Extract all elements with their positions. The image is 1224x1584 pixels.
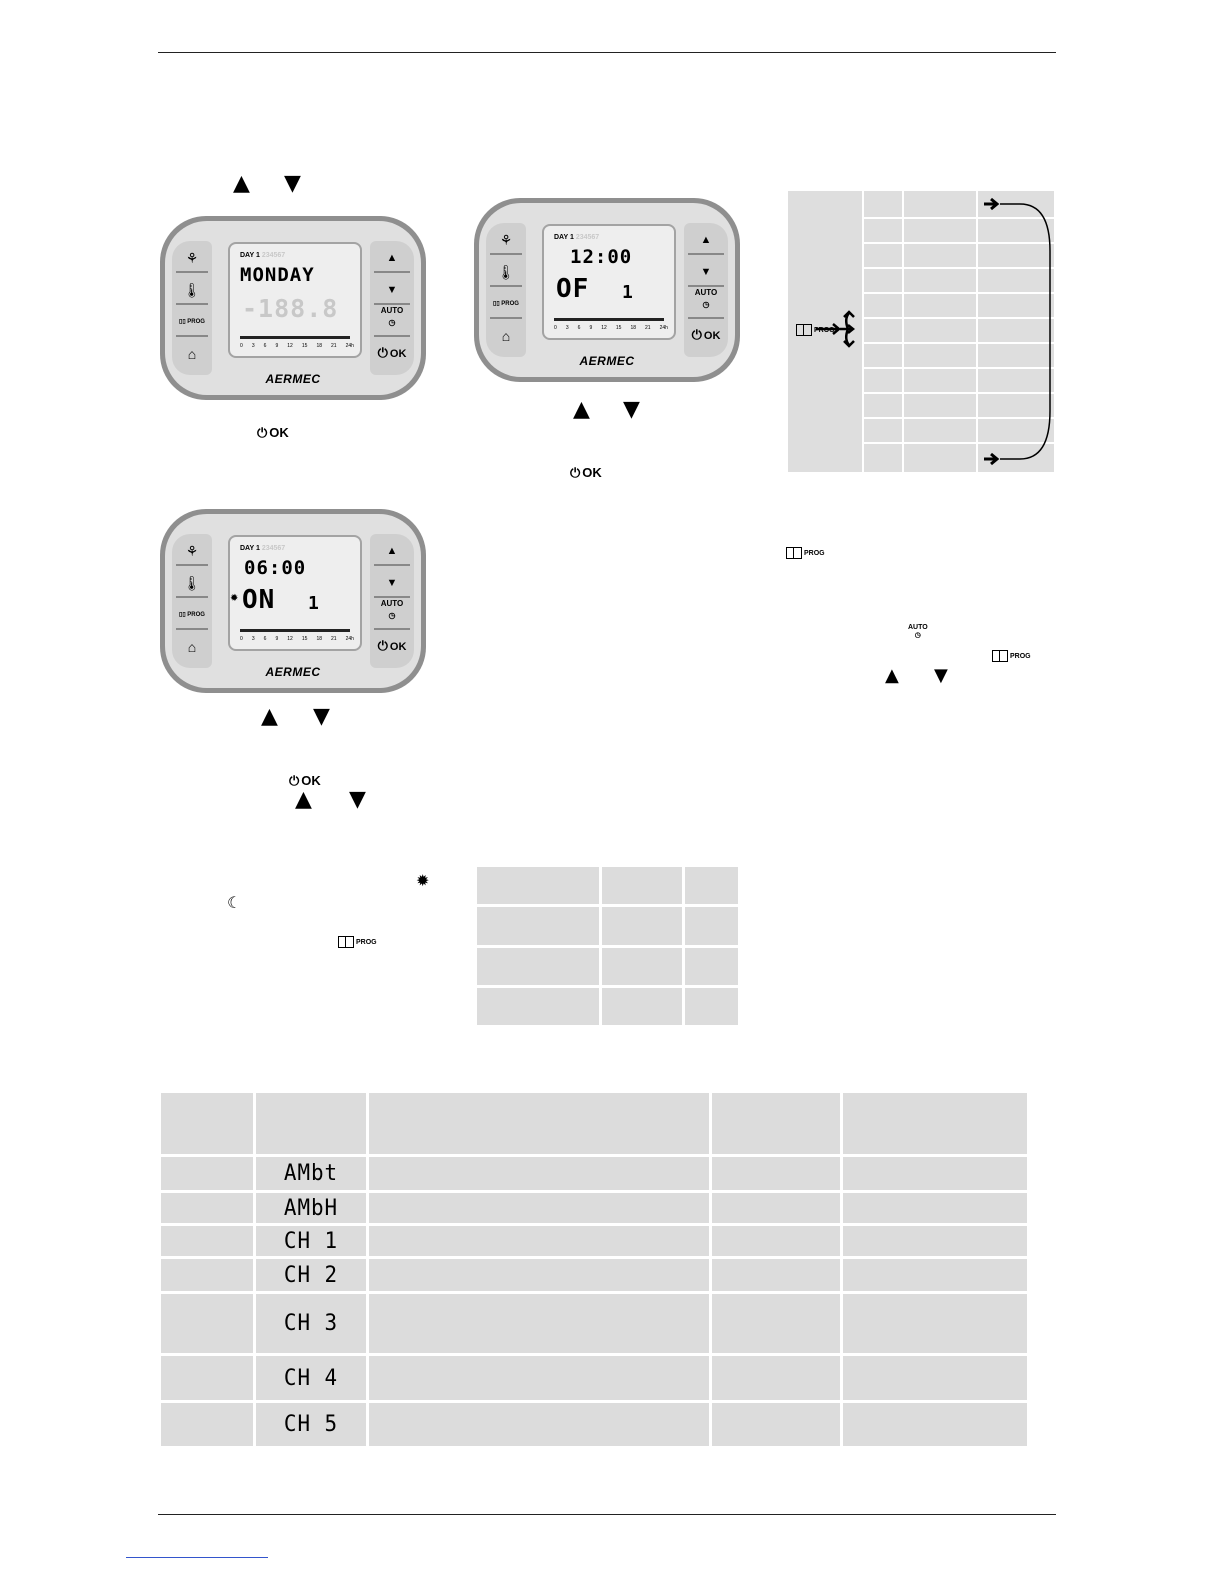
lcd-time: 06:00 xyxy=(244,557,307,579)
prog-icon: PROG xyxy=(992,650,1031,662)
down-button[interactable]: ▼ xyxy=(688,259,724,287)
auto-button[interactable]: AUTO ◷ xyxy=(374,305,410,337)
fan-icon: ⚘ xyxy=(185,543,199,559)
thermometer-icon: 🌡 xyxy=(183,282,201,298)
lcd-time: 12:00 xyxy=(570,246,633,268)
program-sequence-table xyxy=(788,191,1054,472)
header-rule xyxy=(158,52,1056,53)
thermometer-icon: 🌡 xyxy=(183,575,201,591)
brand-logo: AERMEC xyxy=(579,354,635,368)
day-indicator: DAY 1 234567 xyxy=(554,234,600,241)
footer-rule xyxy=(158,1514,1056,1515)
prog-button[interactable]: ▯▯ PROG xyxy=(490,291,522,319)
lcd-line-1: MONDAY xyxy=(240,264,315,286)
power-icon: ⏻ xyxy=(377,346,388,361)
temperature-button[interactable] xyxy=(176,277,208,305)
sun-icon: ✹ xyxy=(416,871,430,890)
clock-icon: ◷ xyxy=(388,318,396,327)
home-away-button[interactable] xyxy=(176,341,208,367)
fan-icon: ⚘ xyxy=(185,250,199,266)
prog-icon: PROG xyxy=(796,324,835,336)
auto-button[interactable]: AUTO ◷ xyxy=(688,287,724,319)
power-icon: ⏻ xyxy=(691,328,702,343)
thermostat-panel-2 xyxy=(474,198,740,382)
house-icon: ⌂ xyxy=(187,346,197,362)
lcd-screen xyxy=(542,224,676,340)
day-indicator: DAY 1 234567 xyxy=(240,252,286,259)
down-arrow-icon: ▼ xyxy=(623,397,640,422)
house-icon: ⌂ xyxy=(187,639,197,655)
lcd-state: OF xyxy=(556,274,590,304)
down-arrow-icon: ▼ xyxy=(934,665,948,686)
lcd-code: AMbt xyxy=(283,1161,339,1186)
time-ticks: 0 3 6 9 12 15 18 21 24h xyxy=(554,325,668,331)
day-indicator: DAY 1 234567 xyxy=(240,545,286,552)
lcd-state: ON xyxy=(242,585,276,615)
prog-button[interactable]: ▯▯ PROG xyxy=(176,602,208,630)
lcd-line-2: -188.8 xyxy=(242,294,339,323)
down-arrow-icon: ▼ xyxy=(313,704,330,729)
home-away-button[interactable] xyxy=(490,323,522,349)
up-button[interactable]: ▲ xyxy=(688,227,724,255)
up-arrow-icon: ▲ xyxy=(233,171,250,196)
ok-button[interactable]: ⏻ OK xyxy=(691,328,721,343)
up-arrow-icon: ▲ xyxy=(295,787,312,812)
clock-icon: ◷ xyxy=(702,300,710,309)
temperature-button[interactable] xyxy=(490,259,522,287)
down-arrow-icon: ▼ xyxy=(284,171,301,196)
fan-button[interactable] xyxy=(176,538,208,566)
lcd-code: CH 2 xyxy=(283,1262,339,1288)
ok-inline-icon: ⏻ OK xyxy=(289,773,321,789)
moon-icon: ☾ xyxy=(227,893,242,912)
parameter-table xyxy=(158,1090,1030,1449)
ok-inline-icon: ⏻ OK xyxy=(257,425,289,441)
house-icon: ⌂ xyxy=(501,328,511,344)
up-arrow-icon: ▲ xyxy=(261,704,278,729)
down-button[interactable]: ▼ xyxy=(374,570,410,598)
fan-button[interactable] xyxy=(176,245,208,273)
prog-icon: ▯▯ xyxy=(179,612,186,618)
thermometer-icon: 🌡 xyxy=(497,264,515,280)
lcd-code: AMbH xyxy=(283,1195,339,1221)
ok-button[interactable]: ⏻ OK xyxy=(377,346,407,361)
fan-button[interactable] xyxy=(490,227,522,255)
lcd-screen xyxy=(228,242,362,358)
lcd-slot: 1 xyxy=(308,593,320,614)
ok-inline-icon: ⏻ OK xyxy=(570,465,602,481)
footer-link-underline xyxy=(126,1557,268,1558)
thermostat-panel-1 xyxy=(160,216,426,400)
lcd-slot: 1 xyxy=(622,282,634,303)
time-ticks: 0 3 6 9 12 15 18 21 24h xyxy=(240,636,354,642)
time-slot-table xyxy=(474,864,741,1028)
brand-logo: AERMEC xyxy=(265,372,321,386)
down-button[interactable]: ▼ xyxy=(374,277,410,305)
down-arrow-icon: ▼ xyxy=(349,787,366,812)
up-button[interactable]: ▲ xyxy=(374,538,410,566)
prog-icon: ▯▯ xyxy=(179,319,186,325)
brand-logo: AERMEC xyxy=(265,665,321,679)
thermostat-panel-3 xyxy=(160,509,426,693)
lcd-code: CH 5 xyxy=(283,1412,339,1437)
auto-inline-icon: AUTO ◷ xyxy=(908,624,928,639)
power-icon: ⏻ xyxy=(377,639,388,654)
lcd-code: CH 3 xyxy=(283,1311,339,1336)
prog-button[interactable]: ▯▯ PROG xyxy=(176,309,208,337)
prog-icon: PROG xyxy=(338,936,377,948)
auto-button[interactable]: AUTO ◷ xyxy=(374,598,410,630)
up-button[interactable]: ▲ xyxy=(374,245,410,273)
prog-icon: PROG xyxy=(786,547,825,559)
home-away-button[interactable] xyxy=(176,634,208,660)
up-arrow-icon: ▲ xyxy=(573,397,590,422)
clock-icon: ◷ xyxy=(388,611,396,620)
lcd-screen xyxy=(228,535,362,651)
ok-button[interactable]: ⏻ OK xyxy=(377,639,407,654)
lcd-code: CH 1 xyxy=(283,1228,339,1254)
sun-icon: ✹ xyxy=(230,593,239,604)
fan-icon: ⚘ xyxy=(499,232,513,248)
prog-icon: ▯▯ xyxy=(493,301,500,307)
temperature-button[interactable] xyxy=(176,570,208,598)
lcd-code: CH 4 xyxy=(283,1365,339,1391)
time-ticks: 0 3 6 9 12 15 18 21 24h xyxy=(240,343,354,349)
up-arrow-icon: ▲ xyxy=(885,665,899,686)
